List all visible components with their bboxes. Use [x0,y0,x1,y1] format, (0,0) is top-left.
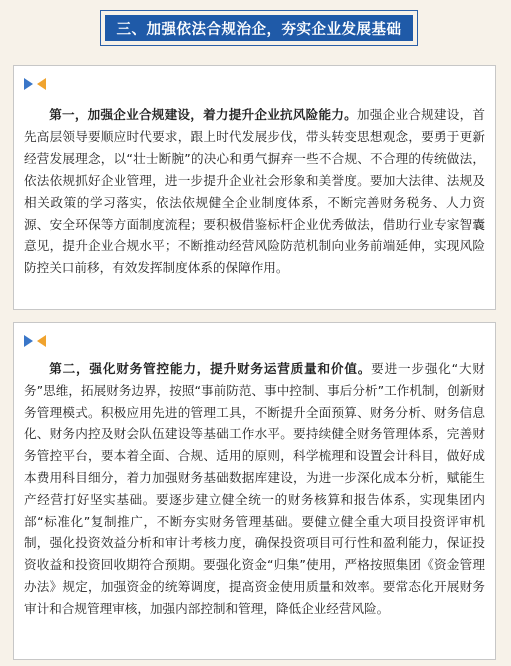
double-triangle-marker-icon [24,335,50,349]
content-card-2 [13,322,496,660]
paragraph-2 [24,358,485,620]
paragraph-1-lead: 第一，加强企业合规建设，着力提升企业抗风险能力。 [49,107,357,122]
paragraph-2-body: 要进一步强化“大财务”思维，拓展财务边界，按照“事前防范、事中控制、事后分析”工作机制，创新财务管理模式。积极应用先进的管理工具，不断提升全面预算、财务分析、财务信息化、财务内控及财会队伍建设等基础工作水平。要持续健全财务管理体系，完善财务管控平台，要本着全面、合规、适用的原则，科学梳理和设置会计科目，做好成本费用科目细分，着力加强财务基础数据库建设，为进一步深化成本分析，赋能生产经营打好坚实基础。要逐步建立健全统一的财务核算和报告体系，实现集团内部“标准化”复制推广，不断夯实财务管理基础。要健立健全重大项目投资评审机制，强化投资效益分析和审计考核力度，确保投资项目可行性和盈利能力，保证投资收益和投资回收期符合预期。要强化资金“归集”使用，严格按照集团《资金管理办法》规定，加强资金的统筹调度，提高资金使用质量和效率。要常态化开展财务审计和合规管理审核，加强内部控制和管理，降低企业经营风险。 [24,361,486,616]
content-card-1 [13,65,496,310]
section-title-banner [100,10,418,46]
paragraph-1 [24,104,485,279]
blue-triangle-icon [24,335,33,347]
section-title: 三、加强依法合规治企，夯实企业发展基础 [105,15,413,41]
orange-triangle-icon [37,78,46,90]
double-triangle-marker-icon [24,78,50,92]
blue-triangle-icon [24,78,33,90]
orange-triangle-icon [37,335,46,347]
paragraph-1-body: 加强企业合规建设，首先高层领导要顺应时代要求，跟上时代发展步伐，带头转变思想观念，要勇于更新经营发展理念，以“壮士断腕”的决心和勇气摒弃一些不合规、不合理的传统做法，依法依规抓好企业管理，进一步提升企业社会形象和美誉度。要加大法律、法规及相关政策的学习落实，依法依规健全企业制度体系，不断完善财务税务、人力资源、安全环保等方面制度流程；要积极借鉴标杆企业优秀做法，借助行业专家智囊意见，提升企业合规水平；不断推动经营风险防范机制向业务前端延伸，实现风险防控关口前移，有效发挥制度体系的保障作用。 [24,107,486,276]
paragraph-2-lead: 第二，强化财务管控能力，提升财务运营质量和价值。 [49,361,372,376]
